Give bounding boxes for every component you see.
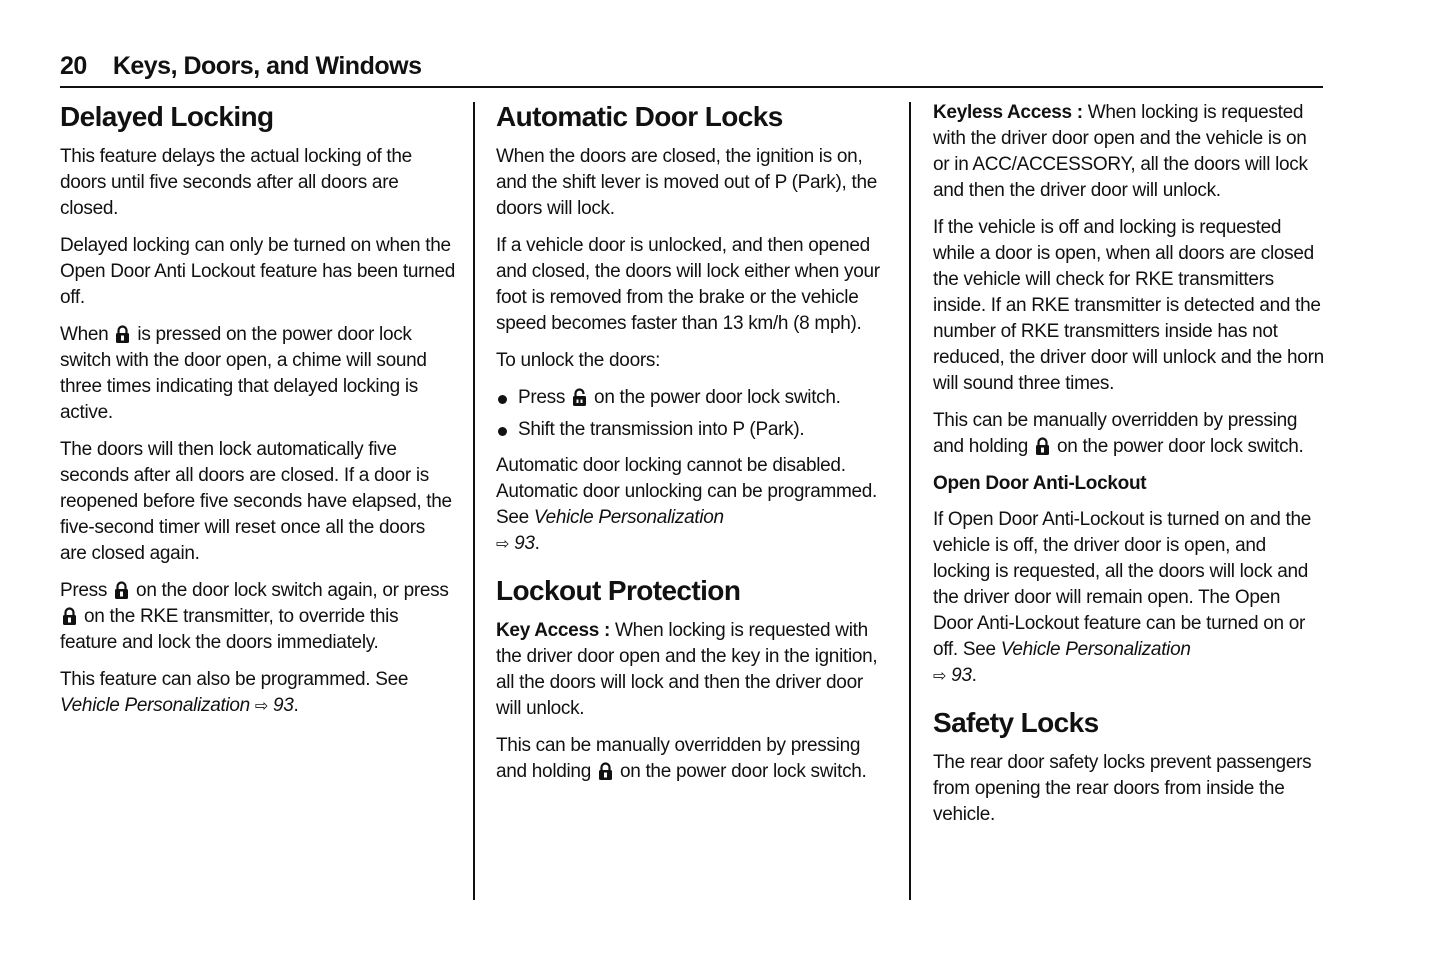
column-divider — [473, 102, 475, 900]
text: on the RKE transmitter, to override this feature and lock the doors immediately. — [60, 606, 399, 653]
subheading-open-door-anti-lockout: Open Door Anti-Lockout — [933, 473, 1147, 494]
column-3 — [933, 100, 1325, 839]
lock-icon — [62, 607, 77, 625]
paragraph — [496, 733, 891, 785]
text: on the power door lock switch. — [594, 387, 841, 408]
text: . — [971, 665, 977, 686]
column-divider — [909, 102, 911, 900]
page-number: 20 — [60, 52, 87, 80]
text: Press — [518, 387, 566, 408]
paragraph: If a vehicle door is unlocked, and then opened and closed, the doors will lock either when your foot is removed from the brake or the vehicle speed becomes faster than 13 km/h (8 mph). — [496, 235, 880, 334]
cross-reference-link[interactable]: Vehicle Personalization — [1000, 639, 1191, 660]
list-item: Shift the transmission into P (Park). — [496, 417, 891, 443]
heading-safety-locks: Safety Locks — [933, 707, 1099, 738]
page-header — [60, 52, 421, 81]
text: When locking is requested with the driver door open and the key in the ignition, all the doors will lock and then the driver door will unlock. — [496, 620, 878, 719]
lock-icon — [115, 325, 130, 343]
header-rule — [60, 86, 1323, 88]
paragraph — [933, 100, 1325, 204]
page-reference-arrow-icon: ⇨ — [496, 536, 510, 553]
heading-delayed-locking: Delayed Locking — [60, 101, 274, 132]
paragraph: The rear door safety locks prevent passengers from opening the rear doors from inside the vehicle. — [933, 752, 1312, 825]
list-item — [496, 385, 891, 411]
page-reference[interactable]: 93 — [272, 695, 294, 716]
page-reference[interactable]: 93 — [514, 533, 535, 554]
bullet-list — [496, 385, 891, 443]
lock-icon — [114, 581, 129, 599]
text: This can be manually overridden by pressing and holding — [496, 735, 861, 782]
text: on the power door lock switch. — [619, 761, 867, 782]
unlock-icon — [572, 388, 587, 406]
text: is pressed on the power door lock switch with the door open, a chime will sound three times indicating that delayed locking is active. — [60, 324, 427, 423]
text: When locking is requested with the driver door open and the vehicle is on or in ACC/ACCESSORY, all the doors will lock and then the driver door will unlock. — [933, 102, 1308, 201]
text: . — [293, 695, 299, 716]
paragraph: To unlock the doors: — [496, 350, 661, 371]
lock-icon — [598, 762, 613, 780]
paragraph: If the vehicle is off and locking is requested while a door is open, when all doors are closed the vehicle will check for RKE transmitters inside. If an RKE transmitter is detected and the number of RKE transmitters inside has not reduced, the driver door will unlock and the horn will sound three times. — [933, 217, 1324, 394]
label: Keyless Access : — [933, 102, 1083, 123]
paragraph — [60, 578, 455, 656]
text: If Open Door Anti-Lockout is turned on and the vehicle is off, the driver door is open, and locking is requested, all the doors will lock and the driver door will remain open. The Open Door Anti-Lockout feature can be turned on or off. See — [933, 509, 1312, 660]
section-title: Keys, Doors, and Windows — [112, 52, 422, 80]
paragraph: Delayed locking can only be turned on when the Open Door Anti Lockout feature has been turned off. — [60, 235, 455, 308]
cross-reference-link[interactable]: Vehicle Personalization — [60, 695, 250, 716]
text: on the power door lock switch. — [1056, 436, 1304, 457]
page-reference-arrow-icon: ⇨ — [933, 668, 947, 685]
paragraph — [496, 453, 891, 558]
column-1 — [60, 100, 455, 731]
label: Key Access : — [496, 620, 610, 641]
text: Automatic door locking cannot be disabled. Automatic door unlocking can be programmed. See — [496, 455, 878, 528]
text: When — [60, 324, 109, 345]
paragraph — [60, 322, 455, 426]
paragraph: The doors will then lock automatically five seconds after all doors are closed. If a door is reopened before five seconds have elapsed, the five-second timer will reset once all the doors are closed again. — [60, 439, 452, 564]
paragraph — [933, 408, 1325, 460]
text: This can be manually overridden by pressing and holding — [933, 410, 1298, 457]
text: on the door lock switch again, or press — [136, 580, 449, 601]
lock-icon — [1035, 437, 1050, 455]
paragraph — [60, 667, 455, 720]
paragraph — [496, 618, 891, 722]
cross-reference-link[interactable]: Vehicle Personalization — [533, 507, 724, 528]
page-reference-arrow-icon: ⇨ — [254, 698, 268, 715]
text: . — [534, 533, 540, 554]
column-2 — [496, 100, 891, 796]
text: Press — [60, 580, 108, 601]
heading-automatic-door-locks: Automatic Door Locks — [496, 101, 783, 132]
page-reference[interactable]: 93 — [951, 665, 972, 686]
paragraph: This feature delays the actual locking of the doors until five seconds after all doors are closed. — [60, 146, 412, 219]
heading-lockout-protection: Lockout Protection — [496, 575, 741, 606]
paragraph — [933, 507, 1325, 690]
text: This feature can also be programmed. See — [60, 669, 409, 690]
paragraph: When the doors are closed, the ignition is on, and the shift lever is moved out of P (Park), the doors will lock. — [496, 146, 877, 219]
